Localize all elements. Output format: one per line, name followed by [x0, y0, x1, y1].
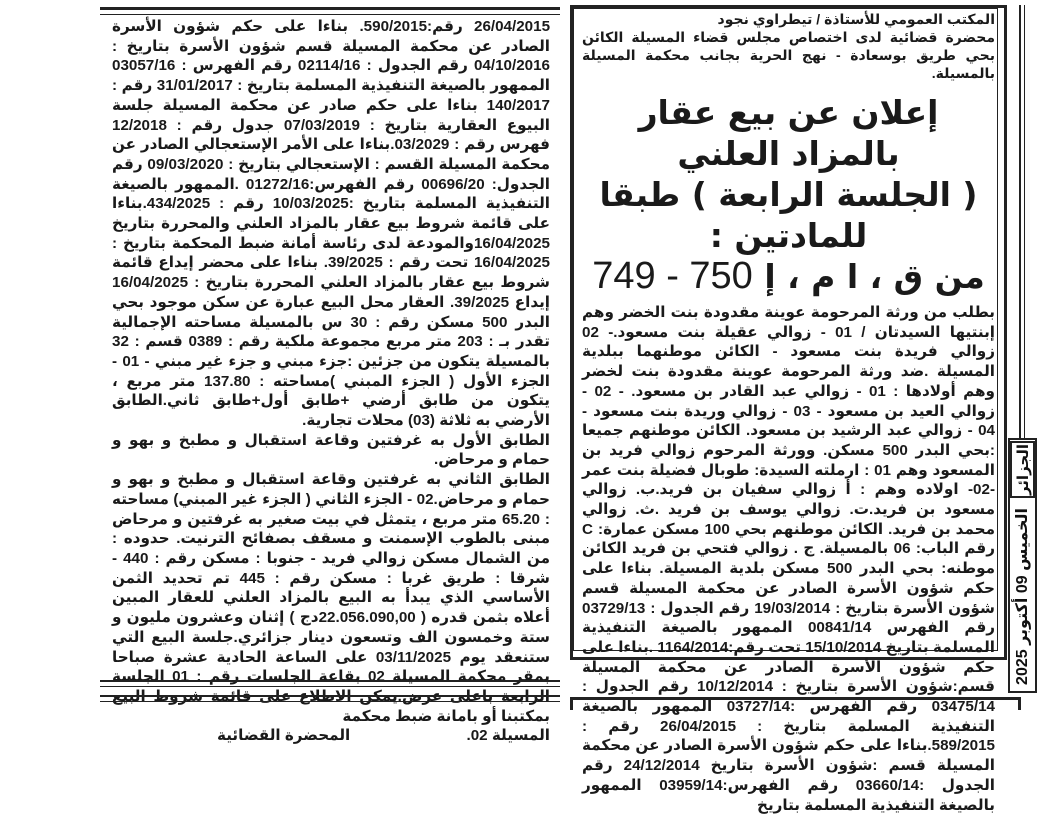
- headline-line-2: ( الجلسة الرابعة ) طبقا للمادتين :: [599, 175, 978, 255]
- office-address: محضرة قضائية لدى اختصاص مجلس قضاء المسيلة الكائن بحي طريق بوسعادة - نهج الحرية بجانب محكمة المسيلة بالمسيلة.: [582, 29, 995, 81]
- office-name: المكتب العمومي للأستاذة / تيطراوي نجود: [717, 11, 995, 27]
- left-column-continuation: [112, 17, 550, 746]
- announcement-content: [582, 10, 995, 815]
- announcement-body: بطلب من ورثة المرحومة عوينة مقدودة بنت الخضر وهم إبنتيها السيدتان / 01 - زوالي عقيلة بنت مسعود.- 02 زوالي فريدة بنت مسعود - الكائن موطنهما ببلدية المسيلة .ضد ورثة المرحومة عوينة مقدودة بنت لخضر وهم أولادها : 01 - زوالي عبد القادر بن مسعود. - 02 - زوالي العيد بن مسعود - 03 - زوالي وريدة بنت مسعود - 04 - زوالي عبد الرشيد بن مسعود. الكائن موطنهم جميعا :بحي البدر 500 مسكن. وورثة المرحوم زوالي فريد بن المسعود وهم 01 : ارملته السيدة: طوبال فضيلة بنت عمر -02- اولاده وهم : أ زوالي سفيان بن فريد.ب. زوالي مسعود بن فريد.ت. زوالي يوسف بن فريد .ث. زوالي محمد بن فريد. الكائن موطنهم بحي 100 مسكن عمارة: C رقم الباب: 06 بالمسيلة. ج . زوالي فتحي بن فريد الكائن موطنه: بحي البدر 500 مسكن بلدية المسيلة. بناءا على حكم شؤون الأسرة الصادر عن محكمة المسيلة قسم شؤون الأسرة بتاريخ : 19/03/2014 رقم الجدول : 03729/13 رقم الفهرس 00841/14 الممهور بالصيغة التنفيذية المسلمة بتاريخ 15/10/2014 تحت رقم:1164/2014 .بناءا على حكم شؤون الأسرة الصادر عن محكمة المسيلة قسم:شؤون الأسرة بتاريخ : 10/12/2014 رقم الجدول : 03475/14 رقم الفهرس :03727/14 الممهور بالصيغة التنفيذية المسلمة بتاريخ : 26/04/2015 رقم : 589/2015.بناءا على حكم شؤون الأسرة الصادر عن محكمة المسيلة قسم :شؤون الأسرة بتاريخ 24/12/2014 رقم الجدول :03660/14 رقم الفهرس:03959/14 الممهور بالصيغة التنفيذية المسلمة بتاريخ: [582, 304, 996, 814]
- issue-date-text: الخميس 09 أكتوبر 2025: [1014, 507, 1031, 685]
- left-paragraph-2: الطابق الأول به غرفتين وقاعة استقبال و مطبخ و بهو و حمام و مرحاض.: [112, 431, 550, 469]
- closing-text: المسيلة 02.: [466, 727, 550, 745]
- bottom-rule-left-2: [100, 695, 560, 702]
- office-header: [582, 10, 995, 82]
- newspaper-logo-text: الجزائر: [1013, 443, 1032, 496]
- headline-article-numbers: 749 - 750: [592, 255, 753, 297]
- newspaper-logo: [1010, 441, 1035, 498]
- left-paragraph-1: 26/04/2015 رقم:590/2015. بناءا على حكم شؤون الأسرة الصادر عن محكمة المسيلة قسم شؤون الأسرة بتاريخ : 04/10/2016 رقم الجدول : 02114/16 رقم الفهرس : 03057/16 الممهور بالصيغة التنفيذية المسلمة بتاريخ : 31/01/2017 رقم : 140/2017 بناءا على حكم صادر عن محكمة المسيلة جلسة البيوع العقارية بتاريخ : 07/03/2019 جدول رقم : 12/2018 فهرس رقم : 03/2029.بناءا على الأمر الإستعجالي الصادر عن محكمة المسيلة القسم : الإستعجالي بتاريخ : 09/03/2020 رقم الجدول: 00696/20 رقم الفهرس:01272/16 .الممهور بالصيغة التنفيذية المسلمة بتاريخ :10/03/2025 رقم : 434/2025.بناءا على قائمة شروط بيع عقار بالمزاد العلني والمحررة بتاريخ 16/04/2025والمودعة لدى رئاسة أمانة ضبط المحكمة بتاريخ : 16/04/2025 تحت رقم : 39/2025. بناءا على محضر إيداع قائمة شروط بيع عقار بالمزاد العلني المحررة بتاريخ : 16/04/2025 إيداع 39/2025. العقار محل البيع عبارة عن سكن موجود بحي البدر 500 مسكن رقم : 30 س بالمسيلة مساحته الإجمالية تقدر بـ : 203 متر مربع مجموعة ملكية رقم : 0389 قسم : 32 بالمسيلة يتكون من جزئين :جزء مبني و جزء غير مبني - 01 - الجزء الأول ( الجزء المبني )مساحته : 137.80 متر مربع ، يتكون من طابق أرضي +طابق أول+طابق ثاني.الطابق الأرضي به ثلاثة (03) محلات تجارية.: [112, 18, 551, 430]
- closing-row: [112, 726, 550, 746]
- headline-line-3: [582, 256, 995, 297]
- headline-line-1: إعلان عن بيع عقار بالمزاد العلني: [638, 93, 939, 173]
- announcement-headline: [582, 92, 995, 297]
- bottom-rule-left-1: [100, 680, 560, 687]
- left-paragraph-3: الطابق الثاني به غرفتين وقاعة استقبال و مطبخ و بهو و حمام و مرحاض.02 - الجزء الثاني ( الجزء غير المبني) مساحته : 65.20 متر مربع ، يتمثل في بيت صغير به غرفتين و مرحاض مبنى بالطوب الإسمنت و مسقف بصفائح الترنيت. حدوده : من الشمال مسكن زوالي فريد - جنوبا : مسكن رقم : 440 - شرقا : طريق غربا : مسكن رقم : 445 تم تحديد الثمن الأساسي الذي يبدأ به البيع بالمزاد العلني للعقار المبين أعلاه بثمن قدره ( 22.056.090,00دج ) إثنان وعشرون مليون و ستة وخمسون الف وتسعون دينار جزائري.جلسة البيع التي ستنعقد يوم 03/11/2025 على الساعة الحادية عشرة صباحا بمقر محكمة المسيلة 02 بقاعة الجلسات رقم : 01 الجلسة الرابعة باعلى عرض.يمكن الاطلاع على قائمة شروط البيع بمكتبنا أو بامانة ضبط محكمة: [112, 471, 551, 725]
- vertical-divider-rule: [1019, 5, 1025, 438]
- signature-bailiff: المحضرة القضائية: [217, 727, 351, 745]
- top-double-rule-left: [100, 7, 560, 15]
- issue-date: [1010, 502, 1035, 690]
- headline-articles-text: من ق ، ا م ، إ: [764, 257, 985, 296]
